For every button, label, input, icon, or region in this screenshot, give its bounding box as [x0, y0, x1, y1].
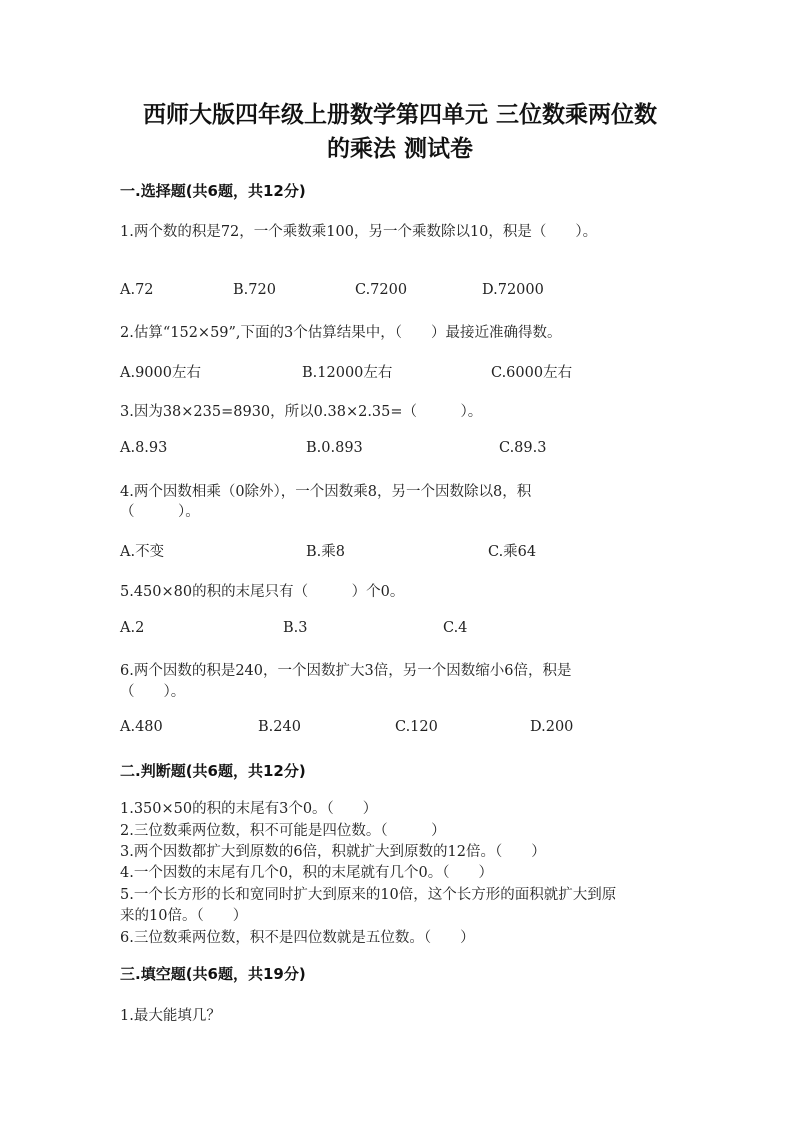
option-a: A.480	[120, 719, 163, 735]
option-a: A.不变	[120, 544, 165, 560]
section-heading-true-false: 二.判断题(共6题，共12分)	[120, 762, 306, 780]
question-text: 1.两个数的积是72，一个乘数乘100，另一个乘数除以10，积是（ ）。	[120, 224, 598, 240]
option-c: C.120	[395, 719, 438, 735]
question-text: 6.两个因数的积是240，一个因数扩大3倍，另一个因数缩小6倍，积是	[120, 663, 572, 679]
judgement-item: 2.三位数乘两位数，积不可能是四位数。（ ）	[120, 823, 446, 839]
option-b: B.720	[233, 282, 276, 298]
option-b: B.乘8	[306, 544, 345, 560]
option-c: C.89.3	[499, 440, 547, 456]
section-heading-fill-in: 三.填空题(共6题，共19分)	[120, 965, 306, 983]
option-a: A.2	[120, 620, 145, 636]
question-text-continued: （ ）。	[120, 504, 200, 520]
option-b: B.0.893	[306, 440, 363, 456]
option-d: D.72000	[482, 282, 544, 298]
question-text: 3.因为38×235=8930，所以0.38×2.35=（ ）。	[120, 404, 483, 420]
option-a: A.9000左右	[120, 365, 201, 381]
section-heading-multiple-choice: 一.选择题(共6题，共12分)	[120, 182, 306, 200]
question-text: 4.两个因数相乘（0除外），一个因数乘8，另一个因数除以8，积	[120, 484, 532, 500]
judgement-item: 4.一个因数的末尾有几个0，积的末尾就有几个0。（ ）	[120, 865, 494, 881]
judgement-item-continued: 来的10倍。（ ）	[120, 908, 248, 924]
question-text-continued: （ ）。	[120, 684, 186, 700]
judgement-item: 1.350×50的积的末尾有3个0。（ ）	[120, 801, 378, 817]
page-title-line-1: 西师大版四年级上册数学第四单元 三位数乘两位数	[142, 102, 657, 128]
judgement-item: 6.三位数乘两位数，积不是四位数就是五位数。（ ）	[120, 930, 475, 946]
judgement-item: 5.一个长方形的长和宽同时扩大到原来的10倍，这个长方形的面积就扩大到原	[120, 887, 617, 903]
page-title-line-2: 的乘法 测试卷	[326, 136, 473, 162]
option-b: B.3	[283, 620, 308, 636]
option-a: A.8.93	[120, 440, 168, 456]
option-c: C.7200	[355, 282, 408, 298]
option-c: C.6000左右	[491, 365, 573, 381]
judgement-item: 3.两个因数都扩大到原数的6倍，积就扩大到原数的12倍。（ ）	[120, 844, 546, 860]
option-c: C.乘64	[488, 544, 537, 560]
option-a: A.72	[120, 282, 154, 298]
option-b: B.12000左右	[302, 365, 393, 381]
option-c: C.4	[443, 620, 468, 636]
option-d: D.200	[530, 719, 574, 735]
fill-in-item: 1.最大能填几？	[120, 1008, 221, 1024]
question-text: 5.450×80的积的末尾只有（ ）个0。	[120, 584, 405, 600]
option-b: B.240	[258, 719, 301, 735]
question-text: 2.估算“152×59”,下面的3个估算结果中，（ ）最接近准确得数。	[120, 325, 562, 341]
